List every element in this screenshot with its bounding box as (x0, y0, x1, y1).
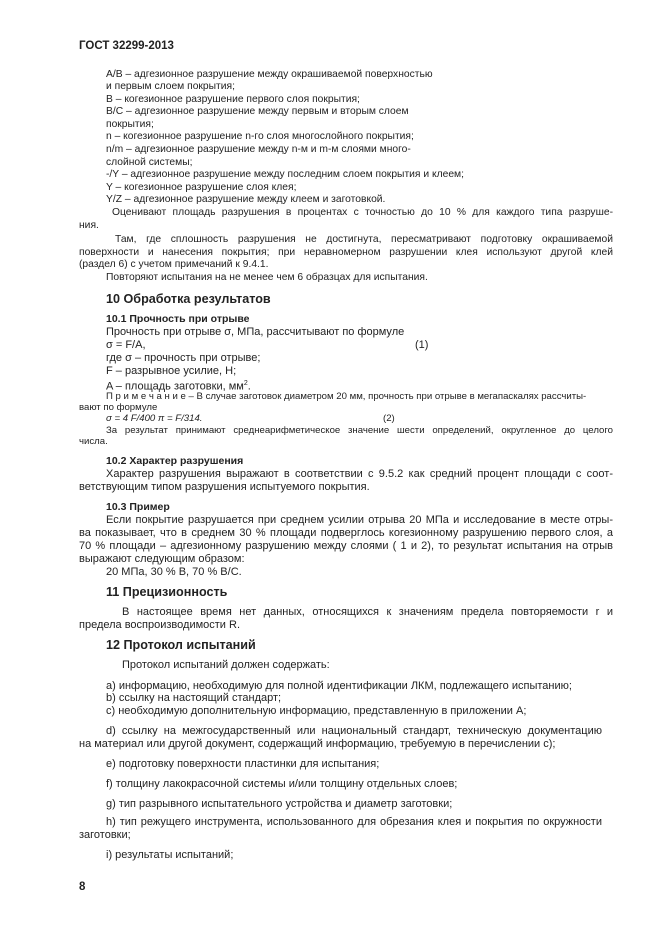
s12-item-h-l2: заготовки; (79, 829, 131, 841)
section-10-3-title: 10.3 Пример (106, 501, 170, 513)
page-number: 8 (79, 881, 86, 893)
code-nm: n/m – адгезионное разрушение между n-м и m-м слоями много- (106, 144, 411, 155)
para-tests: Повторяют испытания на не менее чем 6 образцах для испытания. (106, 272, 428, 283)
where-sigma: где σ – прочность при отрыве; (106, 352, 261, 364)
s12-item-d-l1: d) ссылку на межгосударственный или национальный стандарт, техническую документацию (106, 725, 602, 737)
s12-item-b: b) ссылку на настоящий стандарт; (106, 692, 282, 704)
where-a: A – площадь заготовки, $мм^2$. (106, 380, 251, 393)
s12-item-g: g) тип разрывного испытательного устройства и диаметр заготовки; (106, 798, 453, 810)
para-area-l2: ния. (79, 220, 99, 231)
code-bc: B/C – адгезионное разрушение между первым и вторым слоем (106, 106, 409, 117)
code-b: B – когезионное разрушение первого слоя покрытия; (106, 94, 360, 105)
code-bc-cont: покрытия; (106, 119, 154, 130)
s10-2-l2: ветствующим типом разрушения испытуемого покрытия. (79, 481, 370, 493)
s10-3-l4: выражают следующим образом: (79, 553, 245, 565)
s10-3-l2: ва показывает, что в среднем 30 % площади подверглось когезионному разрушению первого слоя, а (79, 527, 613, 539)
s12-item-c: c) необходимую дополнительную информацию, представленную в приложении А; (106, 705, 527, 717)
code-ab-cont: и первым слоем покрытия; (106, 81, 235, 92)
s11-l2: предела воспроизводимости R. (79, 619, 241, 631)
s10-2-l1: Характер разрушения выражают в соответствии с 9.5.2 как средний процент площади с соот- (106, 468, 613, 480)
where-f: F – разрывное усилие, Н; (106, 365, 237, 377)
code-y-last: -/Y – адгезионное разрушение между последним слоем покрытия и клеем; (106, 169, 464, 180)
s12-item-i: i) результаты испытаний; (106, 849, 234, 861)
section-10-title: 10 Обработка результатов (106, 292, 271, 306)
s10-1-intro: Прочность при отрыве σ, МПа, рассчитывают по формуле (106, 326, 405, 338)
s10-3-l1: Если покрытие разрушается при среднем усилии отрыва 20 МПа и исследование в месте отры- (106, 514, 613, 526)
formula-1: σ = F/A, (106, 339, 146, 351)
s12-item-e: e) подготовку поверхности пластинки для испытания; (106, 758, 380, 770)
section-12-title: 12 Протокол испытаний (106, 638, 256, 652)
code-y: Y – когезионное разрушение слоя клея; (106, 182, 297, 193)
section-10-2-title: 10.2 Характер разрушения (106, 455, 244, 467)
section-10-1-title: 10.1 Прочность при отрыве (106, 313, 250, 325)
s12-item-f: f) толщину лакокрасочной системы и/или толщину отдельных слоев; (106, 778, 458, 790)
para-repeat-l1: Там, где сплошность разрушения не достигнута, пересматривают подготовку окрашиваемой (115, 234, 613, 245)
document-header: ГОСТ 32299-2013 (79, 40, 174, 52)
para-repeat-l2: поверхности и нанесения покрытия; при неравномерном разрушении клея используют другой клей (79, 247, 613, 258)
note-formula-number: (2) (383, 413, 395, 424)
s12-item-a: a) информацию, необходимую для полной идентификации ЛКМ, подлежащего испытанию; (106, 680, 572, 692)
s12-item-d-l2: на материал или другой документ, содержащий информацию, требуемую в перечислении с); (79, 738, 556, 750)
code-n: n – когезионное разрушение n-го слоя многослойного покрытия; (106, 131, 414, 142)
note-l2: вают по формуле (79, 402, 158, 413)
note-l1: П р и м е ч а н и е – В случае заготовок диаметром 20 мм, прочность при отрыве в мегапаскалях рассчиты- (106, 391, 587, 402)
s10-3-l3: 70 % площади – адгезионному разрушению между слоями ( 1 и 2), то результат испытания на отрыв (79, 540, 613, 552)
result-l1: За результат принимают среднеарифметическое значение шести определений, округленное до целого (106, 425, 613, 436)
s12-intro: Протокол испытаний должен содержать: (122, 659, 330, 671)
para-area-l1: Оценивают площадь разрушения в процентах с точностью до 10 % для каждого типа разруше- (112, 207, 613, 218)
s10-3-result: 20 МПа, 30 % B, 70 % B/C. (106, 566, 242, 578)
s12-item-h-l1: h) тип режущего инструмента, использованного для обрезания клея и покрытия по окружности (106, 816, 602, 828)
s11-l1: В настоящее время нет данных, относящихся к значениям предела повторяемости r и (122, 606, 613, 618)
code-yz: Y/Z – адгезионное разрушение между клеем и заготовкой. (106, 194, 386, 205)
section-11-title: 11 Прецизионность (106, 585, 228, 599)
formula-1-number: (1) (415, 339, 429, 351)
code-ab: A/B – адгезионное разрушение между окрашиваемой поверхностью (106, 69, 433, 80)
code-nm-cont: слойной системы; (106, 157, 193, 168)
note-formula: σ = 4 F/400 π = F/314. (106, 413, 203, 424)
result-l2: числа. (79, 436, 108, 447)
para-repeat-l3: (раздел 6) с учетом примечаний к 9.4.1. (79, 259, 269, 270)
